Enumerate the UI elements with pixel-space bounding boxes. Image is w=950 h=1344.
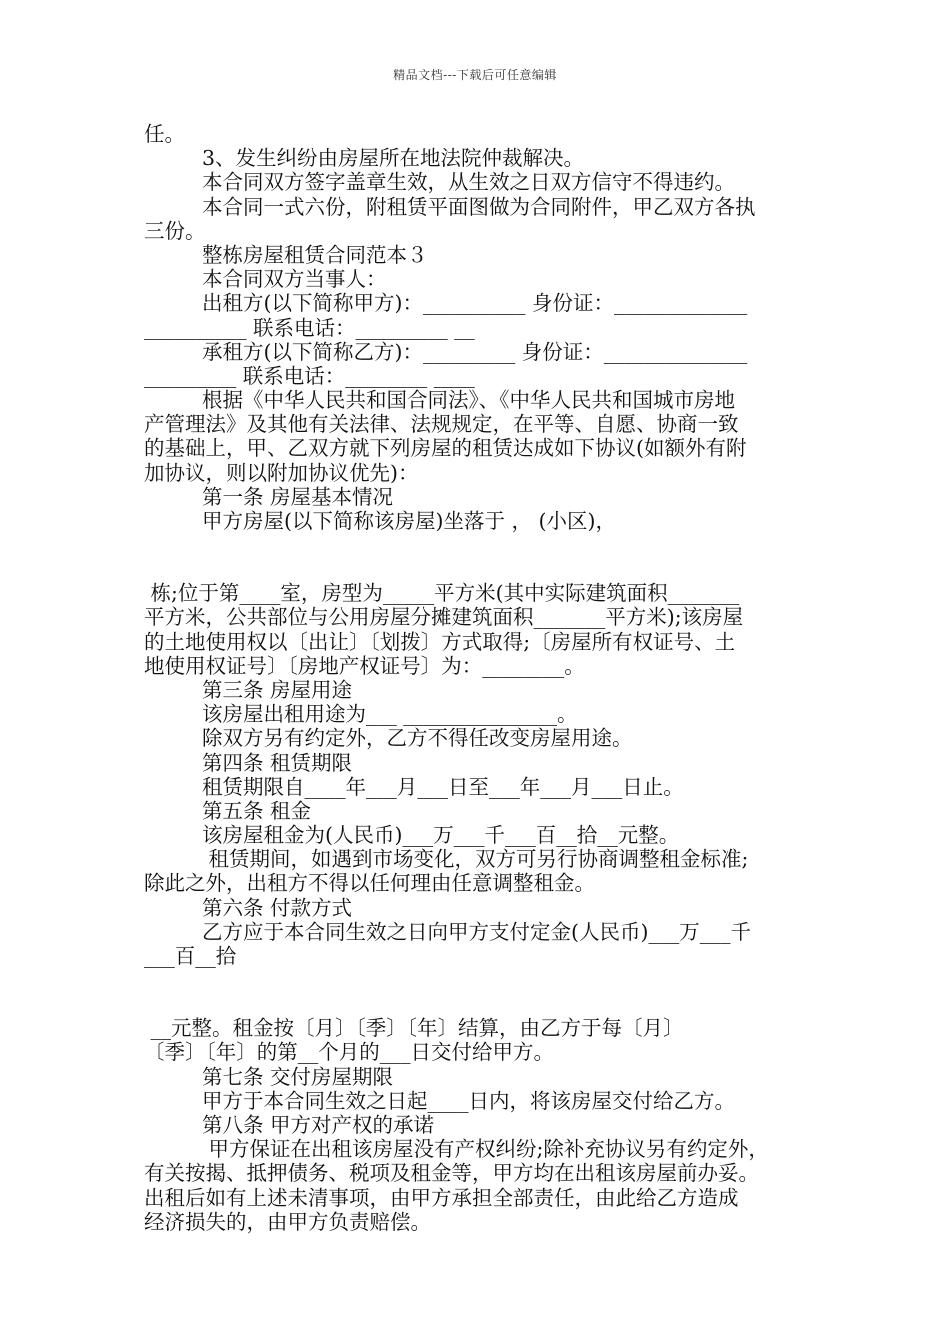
article-heading: 第八条 甲方对产权的承诺 (202, 1112, 435, 1137)
text-line: 〔季〕〔年〕的第__个月的___日交付给甲方。 (144, 1040, 554, 1065)
form-line-lessor-phone: __________ 联系电话：_________ __ (144, 315, 475, 340)
text-line: 除此之外，出租方不得以任何理由任意调整租金。 (144, 871, 595, 896)
text-line: 经济损失的，由甲方负责赔偿。 (144, 1209, 431, 1234)
paragraph-gap (144, 968, 812, 1016)
text-line: 栋;位于第____室，房型为_____平方米(其中实际建筑面积_______ (144, 581, 740, 606)
text-line: 租赁期限自____年___月___日至___年___月___日止。 (202, 774, 684, 799)
article-heading: 第六条 付款方式 (202, 895, 353, 920)
text-line: 租赁期间，如遇到市场变化，双方可另行协商调整租金标准; (202, 847, 749, 872)
text-line: 乙方应于本合同生效之日向甲方支付定金(人民币)___万___千 (202, 919, 751, 944)
article-heading: 第三条 房屋用途 (202, 677, 353, 702)
text-line: 根据《中华人民共和国合同法》、《中华人民共和国城市房地 (202, 388, 735, 413)
text-line: 该房屋租金为(人民币)___万___千___百__拾__元整。 (202, 823, 680, 848)
text-line: 该房屋出租用途为___ _______________。 (202, 702, 578, 727)
text-line: 本合同一式六份，附租赁平面图做为合同附件，甲乙双方各执 (202, 194, 756, 219)
text-line: 本合同双方签字盖章生效，从生效之日双方信守不得违约。 (202, 170, 735, 195)
article-heading: 第五条 租金 (202, 798, 312, 823)
text-line: 甲方保证在出租该房屋没有产权纠纷;除补充协议另有约定外， (202, 1137, 769, 1162)
article-heading: 第七条 交付房屋期限 (202, 1064, 394, 1089)
form-line-lessor: 出租方(以下简称甲方)：__________ 身份证：_____________ (202, 291, 748, 316)
text-line: 加协议，则以附加协议优先)： (144, 460, 419, 485)
text-line: 有关按揭、抵押债务、税项及租金等，甲方均在出租该房屋前办妥。 (144, 1161, 759, 1186)
text-line: 的土地使用权以〔出让〕〔划拨〕方式取得;〔房屋所有权证号、土 (144, 629, 736, 654)
text-line: 甲方于本合同生效之日起____日内，将该房屋交付给乙方。 (202, 1088, 735, 1113)
document-body (144, 122, 812, 1234)
page-header: 精品文档---下载后可任意编辑 (393, 68, 557, 82)
article-heading: 第一条 房屋基本情况 (202, 484, 394, 509)
text-line: 平方米，公共部位与公用房屋分摊建筑面积_______平方米);该房屋 (144, 605, 744, 630)
section-title: 整栋房屋租赁合同范本３ (202, 242, 428, 267)
form-line-lessee-phone: _________ 联系电话：________ ____ (144, 363, 475, 388)
text-line: 本合同双方当事人： (202, 267, 387, 292)
text-line: 甲方房屋(以下简称该房屋)坐落于 ， (小区)， (202, 509, 617, 533)
text-line: 地使用权证号〕〔房地产权证号〕为：________。 (144, 653, 585, 678)
article-heading: 第四条 租赁期限 (202, 750, 353, 775)
text-line: 任。 (144, 122, 185, 146)
text-line: 除双方另有约定外，乙方不得任改变房屋用途。 (202, 726, 633, 751)
text-line: __元整。租金按〔月〕〔季〕〔年〕结算，由乙方于每〔月〕 (144, 1016, 684, 1041)
text-line: 产管理法》及其他有关法律、法规规定，在平等、自愿、协商一致 (144, 412, 739, 437)
text-line: 的基础上，甲、乙双方就下列房屋的租赁达成如下协议(如额外有附 (144, 436, 747, 461)
text-line: 出租后如有上述未清事项，由甲方承担全部责任，由此给乙方造成 (144, 1185, 739, 1210)
text-line: ___百__拾 (144, 944, 237, 968)
text-line: 三份。 (144, 218, 206, 243)
paragraph-gap (144, 533, 812, 581)
form-line-lessee: 承租方(以下简称乙方)：_________ 身份证：______________ (202, 339, 748, 364)
text-line: 3、发生纠纷由房屋所在地法院仲裁解决。 (202, 146, 585, 171)
